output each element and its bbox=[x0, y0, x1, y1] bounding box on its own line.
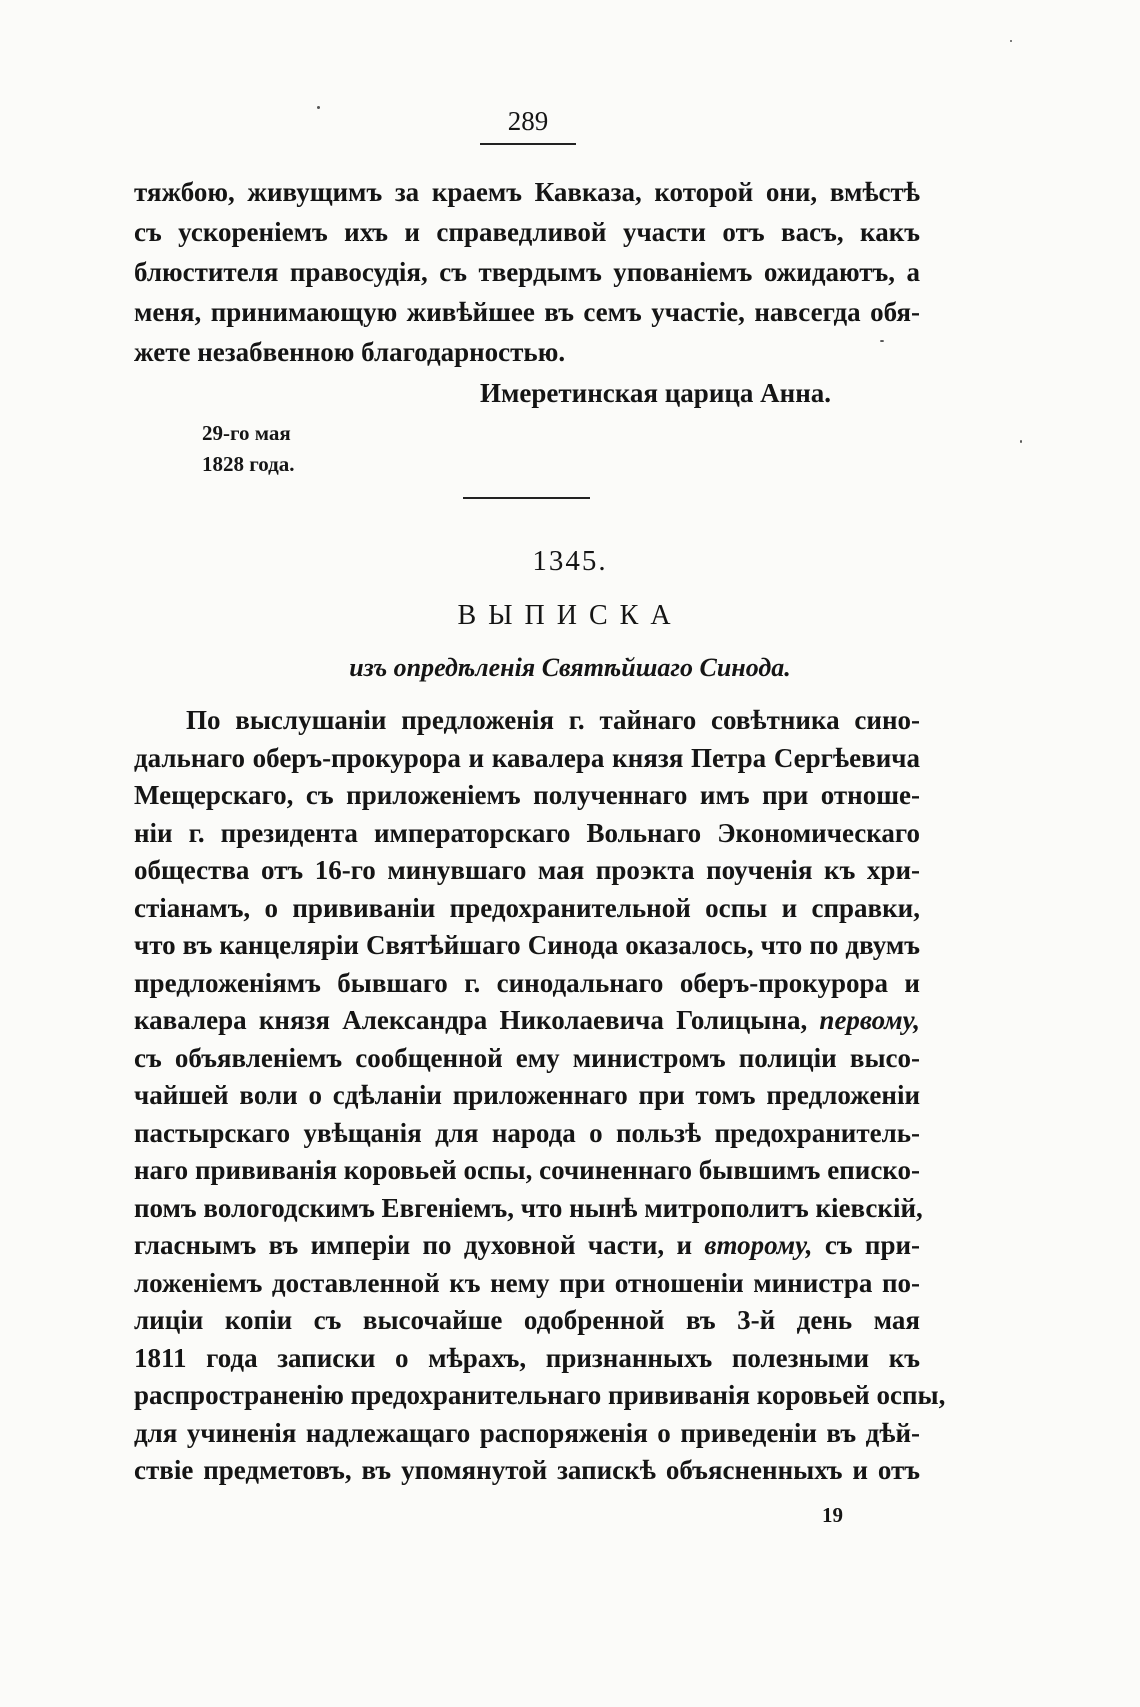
text-line: 1811 года записки о мѣрахъ, признанныхъ полезными къ bbox=[134, 1342, 920, 1373]
text-line: съ объявленіемъ сообщенной ему министромъ полиціи высо- bbox=[134, 1042, 920, 1073]
text-line: дальнаго оберъ-прокурора и кавалера князя Петра Сергѣевича bbox=[134, 742, 920, 773]
speck bbox=[1010, 40, 1012, 42]
document-subtitle: изъ опредѣленія Святѣйшаго Синода. bbox=[349, 653, 791, 682]
text-line: тяжбою, живущимъ за краемъ Кавказа, которой они, вмѣстѣ bbox=[134, 177, 920, 207]
signature: Имеретинская царица Анна. bbox=[480, 378, 832, 408]
text-line: ствіе предметовъ, въ упомянутой запискѣ объясненныхъ и отъ bbox=[134, 1455, 920, 1485]
letter-closing-paragraph bbox=[134, 172, 920, 372]
text-line: съ ускореніемъ ихъ и справедливой участи отъ васъ, какъ bbox=[134, 217, 920, 247]
text-line: пастырскаго увѣщанія для народа о пользѣ предохранитель- bbox=[134, 1117, 920, 1148]
text-line: для учиненія надлежащаго распоряженія о приведеніи въ дѣй- bbox=[134, 1417, 920, 1448]
date-day: 29-го мая bbox=[202, 421, 291, 445]
section-divider bbox=[463, 497, 590, 499]
text-line: лиціи копіи съ высочайше одобренной въ 3-й день мая bbox=[134, 1305, 920, 1335]
speck bbox=[880, 340, 884, 342]
text-line: помъ вологодскимъ Евгеніемъ, что нынѣ митрополитъ кіевскій, bbox=[134, 1192, 923, 1223]
printer-signature-mark: 19 bbox=[822, 1503, 843, 1527]
page-number: 289 bbox=[507, 106, 549, 136]
speck bbox=[1020, 440, 1022, 443]
text-line: наго прививанія коровьей оспы, сочиненнаго бывшимъ еписко- bbox=[134, 1155, 920, 1185]
text-line: предложеніямъ бывшаго г. синодальнаго оберъ-прокурора и bbox=[134, 967, 920, 998]
date-year: 1828 года. bbox=[202, 452, 295, 476]
text-line: распространенію предохранительнаго прививанія коровьей оспы, bbox=[134, 1380, 946, 1410]
document-title: ВЫПИСКА bbox=[457, 600, 683, 631]
text-line-with-italic bbox=[134, 1227, 920, 1265]
document-body bbox=[134, 702, 946, 1490]
text-line: По выслушаніи предложенія г. тайнаго совѣтника сино- bbox=[186, 705, 920, 735]
text-line: ніи г. президента императорскаго Вольнаго Экономическаго bbox=[134, 817, 920, 848]
header-rule bbox=[480, 143, 576, 145]
date-block bbox=[202, 418, 402, 480]
speck bbox=[317, 106, 320, 109]
text-line: жете незабвенною благодарностью. bbox=[134, 337, 566, 367]
text-line: стіанамъ, о прививаніи предохранительной оспы и справки, bbox=[134, 892, 920, 923]
text-line: чайшей воли о сдѣланіи приложеннаго при томъ предложеніи bbox=[134, 1080, 920, 1110]
text-line: что въ канцеляріи Святѣйшаго Синода оказалось, что по двумъ bbox=[134, 930, 920, 960]
text-segment: гласнымъ въ имперіи по духовной части, и bbox=[134, 1230, 693, 1260]
text-segment: кавалера князя Александра Николаевича Голицына, bbox=[134, 1005, 808, 1035]
italic-word: первому, bbox=[819, 1005, 920, 1035]
italic-word: второму, bbox=[704, 1230, 813, 1260]
text-line: общества отъ 16-го минувшаго мая проэкта поученія къ хри- bbox=[134, 855, 920, 885]
text-line: ложеніемъ доставленной къ нему при отношеніи министра по- bbox=[134, 1267, 920, 1298]
text-line-with-italic bbox=[134, 1002, 920, 1040]
text-segment: съ при- bbox=[824, 1230, 921, 1260]
text-line: блюстителя правосудія, съ твердымъ упованіемъ ожидаютъ, а bbox=[134, 257, 920, 287]
text-line: меня, принимающую живѣйшее въ семъ участіе, навсегда обя- bbox=[134, 297, 920, 327]
text-line: Мещерскаго, съ приложеніемъ полученнаго имъ при отноше- bbox=[134, 780, 920, 810]
document-number: 1345. bbox=[532, 545, 608, 577]
